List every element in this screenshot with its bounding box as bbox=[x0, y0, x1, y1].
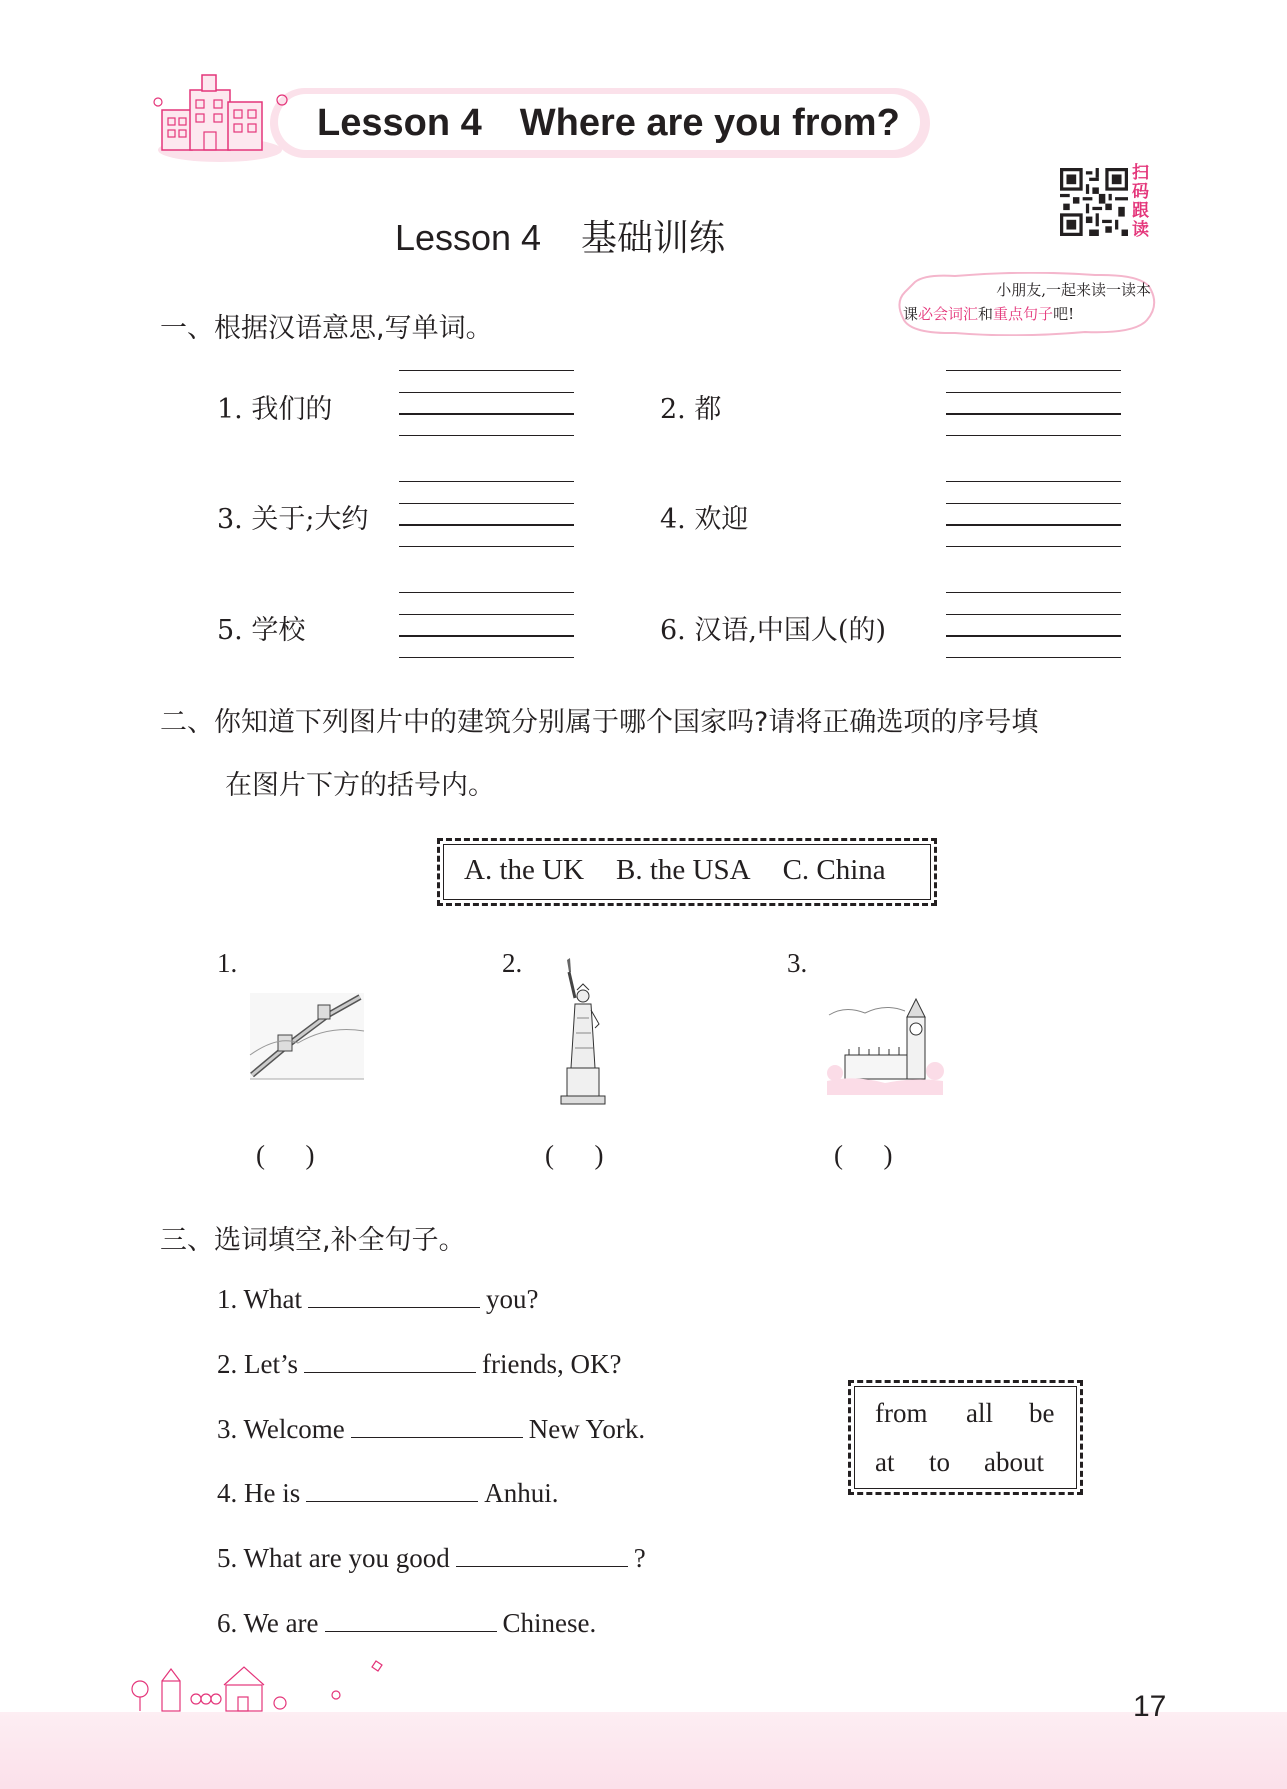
page-subtitle bbox=[0, 210, 1120, 261]
great-wall-icon bbox=[248, 985, 366, 1085]
lesson-title bbox=[317, 102, 900, 145]
buildings-illustration-icon bbox=[150, 70, 310, 170]
word-bank-item: be bbox=[1029, 1398, 1055, 1428]
sentence: 1. What you? bbox=[217, 1284, 539, 1314]
answer-blank[interactable] bbox=[308, 1282, 480, 1308]
picture-number: 2. bbox=[502, 948, 523, 978]
section3-title: 三、选词填空,补全句子。 bbox=[160, 1225, 466, 1256]
options-list bbox=[464, 854, 886, 887]
sentence: 6. We are Chinese. bbox=[217, 1608, 597, 1638]
option-b: B. the USA bbox=[616, 854, 751, 886]
subtitle-text: 基础训练 bbox=[581, 217, 726, 258]
word-bank-item: from bbox=[875, 1398, 928, 1428]
writing-lines[interactable] bbox=[946, 592, 1121, 658]
writing-lines[interactable] bbox=[399, 481, 574, 547]
statue-of-liberty-icon bbox=[555, 958, 615, 1106]
sentence: 4. He is Anhui. bbox=[217, 1478, 559, 1508]
word-bank-item: about bbox=[984, 1447, 1044, 1477]
option-c: C. China bbox=[782, 854, 886, 886]
section1-title: 一、根据汉语意思,写单词。 bbox=[160, 313, 493, 344]
answer-blank[interactable] bbox=[351, 1412, 523, 1438]
answer-parentheses[interactable]: ( ) bbox=[545, 1140, 604, 1170]
vocab-item-label: 2. 都 bbox=[660, 394, 722, 425]
lesson-number: Lesson 4 bbox=[317, 102, 482, 144]
answer-blank[interactable] bbox=[456, 1541, 628, 1567]
answer-parentheses[interactable]: ( ) bbox=[256, 1140, 315, 1170]
section2-title: 二、你知道下列图片中的建筑分别属于哪个国家吗?请将正确选项的序号填 bbox=[160, 707, 1039, 738]
sentence: 3. Welcome New York. bbox=[217, 1414, 646, 1444]
answer-blank[interactable] bbox=[325, 1606, 497, 1632]
writing-lines[interactable] bbox=[399, 370, 574, 436]
page-number: 17 bbox=[1133, 1690, 1167, 1723]
vocab-item-label: 5. 学校 bbox=[217, 615, 306, 646]
footer-band bbox=[0, 1712, 1287, 1789]
subtitle-lesson: Lesson 4 bbox=[394, 217, 542, 258]
option-a: A. the UK bbox=[464, 854, 585, 886]
picture-number: 3. bbox=[787, 948, 808, 978]
vocab-item-label: 4. 欢迎 bbox=[660, 504, 749, 535]
answer-blank[interactable] bbox=[306, 1476, 478, 1502]
town-illustration-icon bbox=[120, 1655, 400, 1715]
answer-blank[interactable] bbox=[304, 1347, 476, 1373]
scan-to-read-label: 扫码跟读 bbox=[1132, 163, 1149, 240]
cloud-note bbox=[903, 278, 1153, 326]
answer-parentheses[interactable]: ( ) bbox=[834, 1140, 893, 1170]
word-bank-item: to bbox=[929, 1447, 951, 1477]
vocab-item-label: 1. 我们的 bbox=[217, 394, 333, 425]
lesson-banner bbox=[150, 70, 935, 170]
writing-lines[interactable] bbox=[399, 592, 574, 658]
big-ben-icon bbox=[825, 995, 945, 1103]
writing-lines[interactable] bbox=[946, 481, 1121, 547]
sentence: 5. What are you good ? bbox=[217, 1543, 646, 1573]
vocab-item-label: 3. 关于;大约 bbox=[217, 504, 369, 535]
cloud-note-line1: 小朋友,一起来读一读本 bbox=[996, 281, 1151, 299]
writing-lines[interactable] bbox=[946, 370, 1121, 436]
cloud-note-line2: 课必会词汇和重点句子吧! bbox=[903, 305, 1075, 323]
lesson-name: Where are you from? bbox=[519, 102, 900, 144]
sentence: 2. Let’s friends, OK? bbox=[217, 1349, 622, 1379]
section2-title-line2: 在图片下方的括号内。 bbox=[225, 770, 495, 801]
picture-number: 1. bbox=[217, 948, 238, 978]
word-bank-item: at bbox=[875, 1447, 895, 1477]
word-bank-item: all bbox=[966, 1398, 993, 1428]
vocab-item-label: 6. 汉语,中国人(的) bbox=[660, 615, 886, 646]
